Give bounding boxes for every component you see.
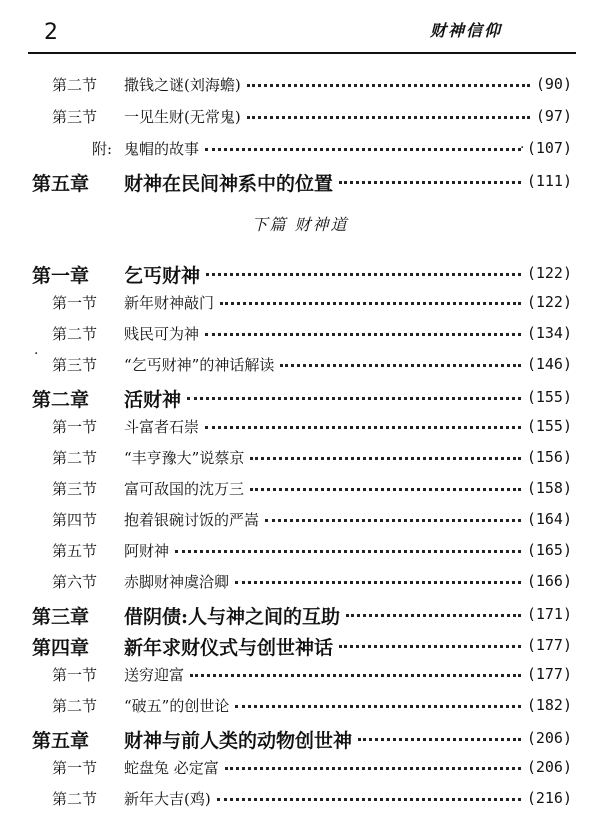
toc-title: 新年求财仪式与创世神话 [124, 637, 334, 659]
stray-mark: · [520, 140, 525, 156]
toc-section [0, 662, 600, 690]
toc-page-number: (107) [526, 139, 572, 157]
dot-leader [250, 488, 521, 491]
dot-leader [225, 767, 521, 770]
toc-title: 富可敌国的沈万三 [124, 480, 245, 498]
toc-label: 第二节 [52, 790, 98, 808]
toc-label: 第六节 [52, 573, 98, 591]
toc-title: 新年大吉(鸡) [124, 790, 211, 808]
toc-label: 第三章 [32, 606, 90, 628]
toc-label: 第三节 [52, 356, 98, 374]
toc-page-number: (206) [526, 729, 572, 747]
toc-appendix [0, 136, 600, 164]
toc-title: 阿财神 [124, 542, 170, 560]
toc-label: 第五章 [32, 730, 90, 752]
toc-title: 蛇盘兔 必定富 [124, 759, 219, 777]
toc-title: 撒钱之谜(刘海蟾) [124, 76, 241, 94]
toc-page-number: (182) [526, 696, 572, 714]
dot-leader [235, 705, 521, 708]
toc-page-number: (158) [526, 479, 572, 497]
toc-title: 抱着银碗讨饭的严嵩 [124, 511, 260, 529]
toc-title: 斗富者石崇 [124, 418, 200, 436]
dot-leader [187, 397, 521, 400]
toc-section [0, 290, 600, 318]
toc-chapter [0, 383, 600, 411]
dot-leader [206, 273, 521, 276]
toc-page-number: (155) [526, 417, 572, 435]
header-rule [28, 52, 576, 54]
toc-title: “丰亨豫大”说蔡京 [124, 449, 245, 467]
dot-leader [175, 550, 521, 553]
toc-chapter [0, 167, 600, 195]
toc-page-number: (134) [526, 324, 572, 342]
toc-label: 第三节 [52, 480, 98, 498]
toc-label: 第二章 [32, 389, 90, 411]
toc-section [0, 476, 600, 504]
dot-leader [190, 674, 521, 677]
toc-title: 送穷迎富 [124, 666, 185, 684]
toc-title: “破五”的创世论 [124, 697, 230, 715]
toc-label: 第一节 [52, 418, 98, 436]
toc-page-number: (122) [526, 293, 572, 311]
stray-mark: · [34, 346, 39, 362]
toc-chapter [0, 259, 600, 287]
dot-leader [339, 181, 521, 184]
toc-page-number: (156) [526, 448, 572, 466]
toc-section [0, 569, 600, 597]
dot-leader [250, 457, 521, 460]
toc-section [0, 445, 600, 473]
toc-label: 第二节 [52, 449, 98, 467]
toc-label: 第二节 [52, 325, 98, 343]
toc-page-number: (165) [526, 541, 572, 559]
toc-label: 第一节 [52, 666, 98, 684]
toc-section [0, 352, 600, 380]
dot-leader [339, 645, 521, 648]
toc-label: 第二节 [52, 76, 98, 94]
toc-section [0, 755, 600, 783]
toc-title: 新年财神敲门 [124, 294, 215, 312]
toc-section [0, 321, 600, 349]
dot-leader [358, 738, 521, 741]
dot-leader [247, 116, 530, 119]
toc-title: 活财神 [124, 389, 182, 411]
dot-leader [205, 333, 521, 336]
toc-label: 第五章 [32, 173, 90, 195]
toc-title: “乞丐财神”的神话解读 [124, 356, 275, 374]
toc-section [0, 507, 600, 535]
toc-page-number: (216) [526, 789, 572, 807]
toc-page-number: (164) [526, 510, 572, 528]
dot-leader [205, 148, 521, 151]
toc-label: 第四节 [52, 511, 98, 529]
dot-leader [280, 364, 521, 367]
toc-title: 财神与前人类的动物创世神 [124, 730, 353, 752]
page-header [0, 0, 600, 52]
dot-leader [265, 519, 521, 522]
toc-label: 第三节 [52, 108, 98, 126]
toc-section [0, 786, 600, 814]
toc-label: 第四章 [32, 637, 90, 659]
toc-label: 第二节 [52, 697, 98, 715]
toc-section [0, 538, 600, 566]
toc-label: 第一章 [32, 265, 90, 287]
toc-page-number: (97) [535, 107, 572, 125]
toc-title: 贱民可为神 [124, 325, 200, 343]
toc-section [0, 693, 600, 721]
toc-title: 财神在民间神系中的位置 [124, 173, 334, 195]
toc-page-number: (206) [526, 758, 572, 776]
toc-page-number: (111) [526, 172, 572, 190]
toc-label: 第一节 [52, 759, 98, 777]
dot-leader [346, 614, 521, 617]
dot-leader [247, 84, 530, 87]
toc-page-number: (177) [526, 636, 572, 654]
toc-page-number: (90) [535, 75, 572, 93]
toc-section [0, 72, 600, 100]
part-heading: 下篇 财神道 [251, 215, 349, 234]
page-number: 2 [44, 20, 58, 45]
dot-leader [205, 426, 521, 429]
toc-section [0, 104, 600, 132]
toc-title: 乞丐财神 [124, 265, 201, 287]
toc-title: 赤脚财神虞洽卿 [124, 573, 230, 591]
toc-page-number: (171) [526, 605, 572, 623]
toc-chapter [0, 600, 600, 628]
toc-page-number: (155) [526, 388, 572, 406]
toc-section [0, 414, 600, 442]
toc-label: 第一节 [52, 294, 98, 312]
toc-label: 附: [92, 140, 113, 158]
toc-label: 第五节 [52, 542, 98, 560]
toc-page-number: (177) [526, 665, 572, 683]
toc-page-number: (146) [526, 355, 572, 373]
running-title: 财神信仰 [430, 21, 503, 40]
toc-title: 借阴债:人与神之间的互助 [124, 606, 341, 628]
toc-page-number: (166) [526, 572, 572, 590]
toc-title: 鬼帽的故事 [124, 140, 200, 158]
dot-leader [220, 302, 521, 305]
toc-title: 一见生财(无常鬼) [124, 108, 241, 126]
toc-chapter [0, 724, 600, 752]
dot-leader [235, 581, 521, 584]
toc-chapter [0, 631, 600, 659]
toc-page-number: (122) [526, 264, 572, 282]
